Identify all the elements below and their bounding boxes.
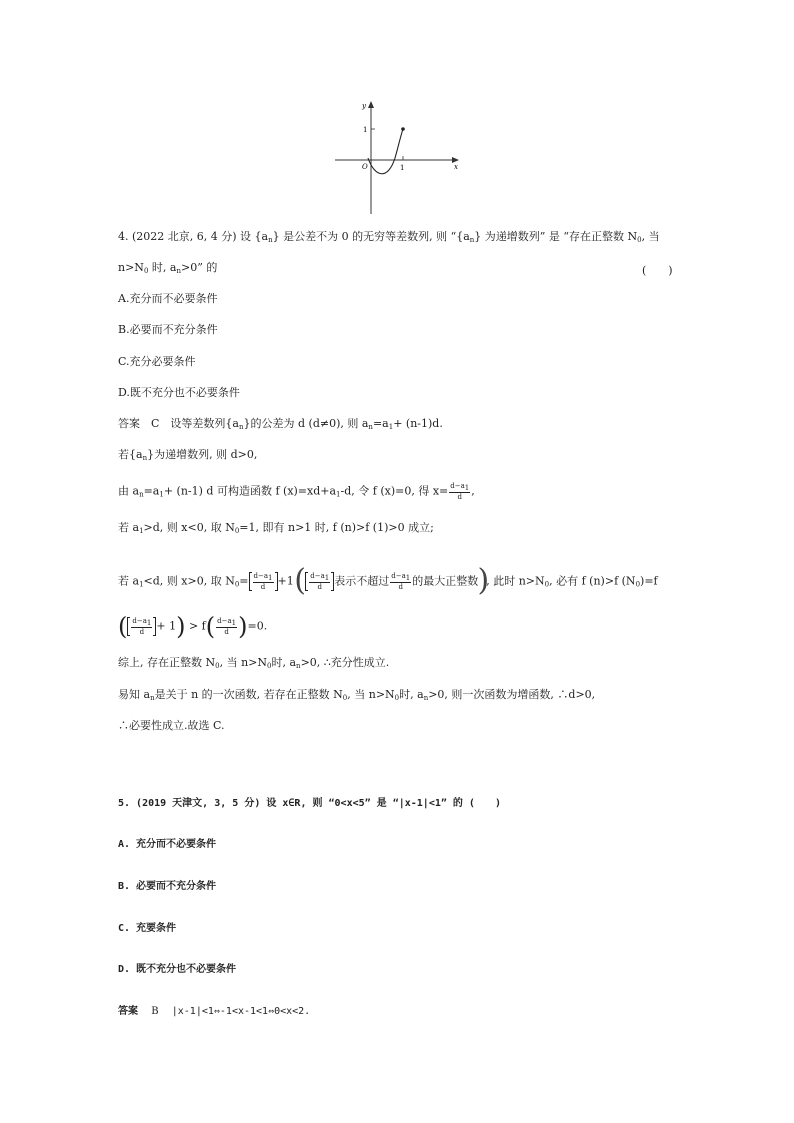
q4-solution-line9: ∴必要性成立.故选 C. bbox=[118, 719, 225, 732]
x-axis-label: x bbox=[454, 163, 458, 171]
q5-option-b: B. 必要而不充分条件 bbox=[118, 881, 217, 892]
q4-answer-line: 答案 C 设等差数列$\{a_n\}$的公差为 d (d≠0), 则 $a_n=a_1+ (n-1)d$. bbox=[118, 417, 443, 431]
q4-stem-line1: 4. (2022 北京, 6, 4 分) 设 $\{a_n\}$ 是公差不为 0 的无穷等差数列, 则 “$\{a_n\}$ 为递增数列” 是 “存在正整数 $N_0$, 当 bbox=[118, 230, 660, 244]
q4-solution-line2: 若$\{a_n\}$为递增数列, 则 d>0, bbox=[118, 448, 258, 462]
q5-stem: 5. (2019 天津文, 3, 5 分) 设 x∈R, 则 “0<x<5” 是 “|x-1|<1” 的 ( ) bbox=[118, 798, 501, 809]
q4-solution-line3: 由 $a_n=a_1+ (n-1)$ d 可构造函数 f $(x)=xd+a_1-d$, 令 f (x)=0, 得 x= $\frac{d-a_1}{d}$ , bbox=[118, 482, 475, 501]
floor-note: ( $\frac{d-a_1}{d}$ 表示不超过 $\frac{d-a_1}{d}$ 的最大正整数 ) bbox=[294, 563, 490, 598]
q4-option-d: D.既不充分也不必要条件 bbox=[118, 386, 240, 399]
y-axis-label: y bbox=[362, 102, 366, 110]
q5-option-a: A. 充分而不必要条件 bbox=[118, 839, 217, 850]
q4-solution-line5: 若 $a_1<d$, 则 x>0, 取 $N_0=$ $\frac{d-a_1}{d}$ +1 ( $\frac{d-a_1}{d}$ 表示不超过 $\frac{d-a_1}{d}$ 的最大正整数 ) , 此时 $n>N_0$, 必有 f (n)>f $(N_0)=f$ bbox=[118, 563, 658, 598]
q4-option-a: A.充分而不必要条件 bbox=[118, 292, 218, 305]
y-tick-label: 1 bbox=[363, 126, 368, 134]
q4-option-c: C.充分必要条件 bbox=[118, 355, 196, 368]
q4-solution-line7: 综上, 存在正整数 $N_0$, 当 $n>N_0$时, $a_n>0$, ∴充分性成立. bbox=[118, 656, 390, 670]
origin-label: O bbox=[362, 163, 368, 171]
q4-option-b: B.必要而不充分条件 bbox=[118, 323, 218, 336]
q4-solution-line6: ( $\frac{d-a_1}{d}$ + 1) > f( $\frac{d-a_1}{d}$ )=0. bbox=[118, 612, 268, 641]
q4-answer-paren: ( ) bbox=[642, 264, 673, 277]
q4-stem-line2: $n>N_0$ 时, $a_n>0$” 的 bbox=[118, 261, 218, 275]
q5-option-d: D. 既不充分也不必要条件 bbox=[118, 964, 237, 975]
q5-option-c: C. 充要条件 bbox=[118, 923, 177, 934]
fraction: $\frac{d-a_1}{d}$ bbox=[450, 482, 470, 501]
q4-solution-line8: 易知 $a_n$是关于 n 的一次函数, 若存在正整数 $N_0$, 当 $n>N_0$时, $a_n>0$, 则一次函数为增函数, ∴d>0, bbox=[118, 688, 596, 702]
q4-solution-line4: 若 $a_1>d$, 则 x<0, 取 $N_0=1$, 即有 n>1 时, f (n)>f (1)>0 成立; bbox=[118, 521, 434, 535]
function-curve bbox=[368, 129, 403, 174]
function-graph bbox=[333, 98, 463, 218]
y-axis-arrow bbox=[368, 101, 374, 108]
curve-endpoint bbox=[401, 127, 405, 131]
x-tick-label: 1 bbox=[400, 164, 405, 172]
q5-answer: 答案 B |x-1|<1⇔-1<x-1<1⇔0<x<2. bbox=[118, 1006, 311, 1017]
